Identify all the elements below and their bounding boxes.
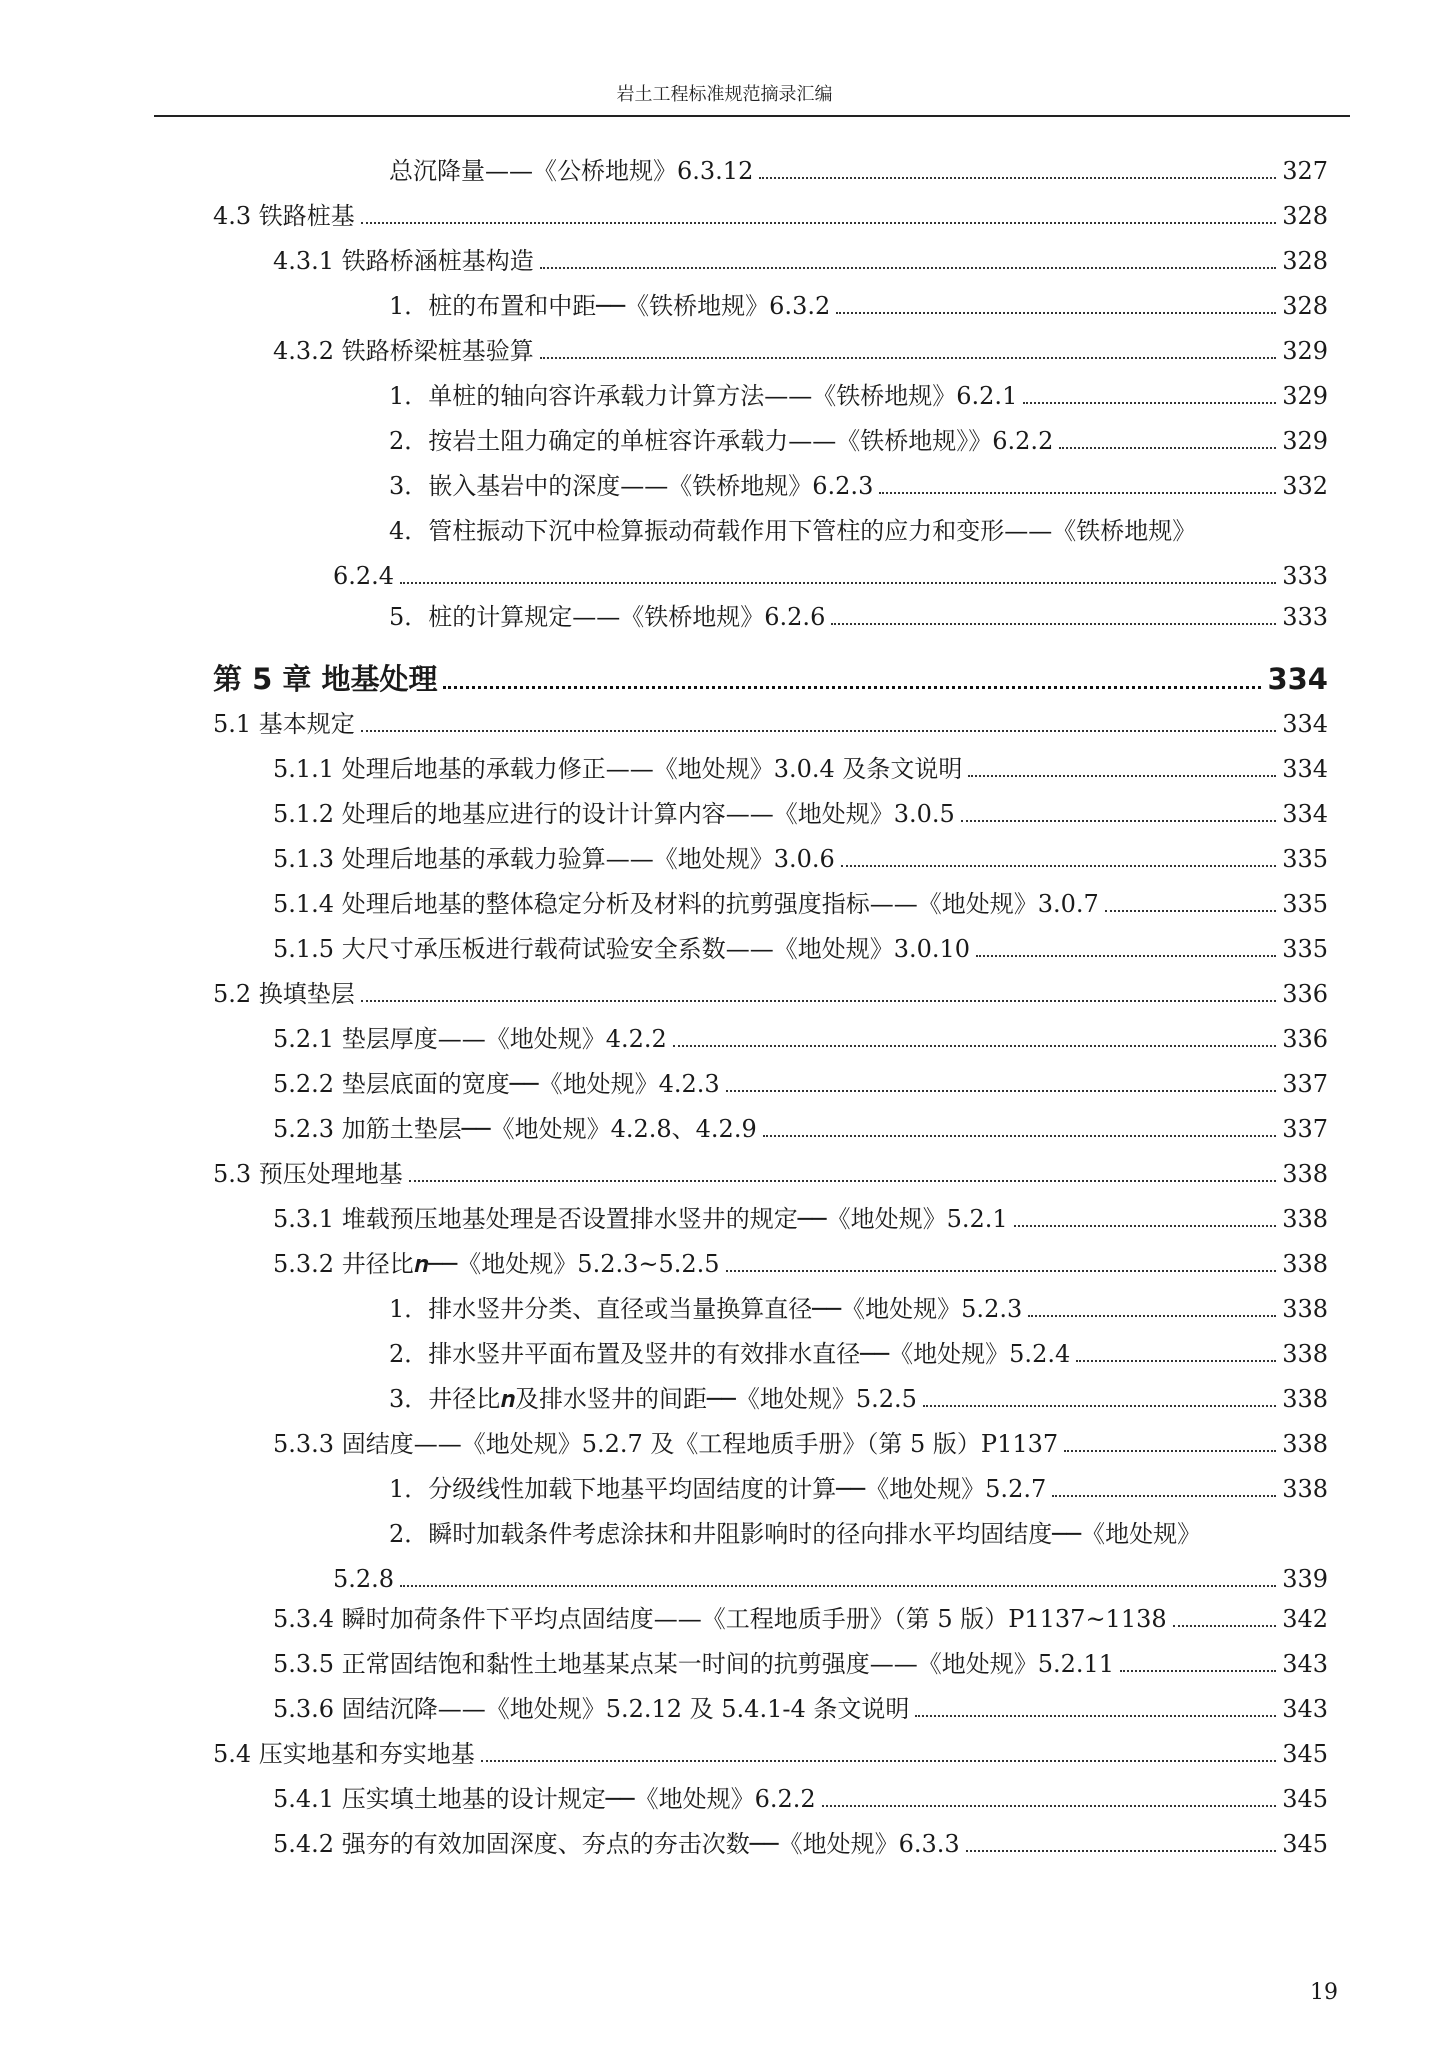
toc-entry-text: 5.2 换填垫层 [213,980,355,1008]
toc-entry-text: 4.3 铁路桩基 [213,202,355,230]
dot-leader [836,312,1276,314]
toc-entry[interactable] [389,1382,1328,1416]
toc-entry[interactable] [273,752,1328,786]
dot-leader [540,357,1276,359]
dot-leader [915,1715,1276,1717]
dot-leader [1052,1495,1276,1497]
toc-entry[interactable] [389,514,1328,548]
toc-entry-page: 329 [1282,427,1328,455]
toc-entry-page: 338 [1282,1385,1328,1413]
toc-entry-text: 5.1.2 处理后的地基应进行的设计计算内容——《地处规》3.0.5 [273,800,955,828]
toc-entry-page: 334 [1282,755,1328,783]
page-number: 19 [1310,1980,1338,2005]
toc-entry-page: 334 [1282,710,1328,738]
dot-leader [841,865,1276,867]
dot-leader [400,582,1276,584]
toc-entry[interactable] [273,887,1328,921]
toc-entry-text: 5.1.4 处理后地基的整体稳定分析及材料的抗剪强度指标——《地处规》3.0.7 [273,890,1099,918]
toc-entry[interactable] [273,842,1328,876]
dot-leader [361,222,1276,224]
dot-leader [822,1805,1277,1807]
toc-entry-page: 327 [1282,157,1328,185]
toc-entry-page: 329 [1282,337,1328,365]
toc-entry-page: 338 [1282,1250,1328,1278]
dot-leader [400,1585,1276,1587]
toc-entry-text: 4.3.1 铁路桥涵桩基构造 [273,247,534,275]
toc-entry-text: 6.2.4 [333,562,395,590]
dot-leader [540,267,1276,269]
toc-entry-page: 338 [1282,1475,1328,1503]
dot-leader [1014,1225,1277,1227]
toc-entry[interactable] [273,1427,1328,1461]
dot-leader [1059,447,1276,449]
toc-entry-text: 1．单桩的轴向容许承载力计算方法——《铁桥地规》6.2.1 [389,382,1018,410]
toc-entry-text: 5.1.1 处理后地基的承载力修正——《地处规》3.0.4 及条文说明 [273,755,963,783]
toc-entry-text: 5.3.4 瞬时加荷条件下平均点固结度——《工程地质手册》（第 5 版）P1137~1138 [273,1605,1167,1633]
dot-leader [879,492,1276,494]
toc-entry-text: 第 5 章 地基处理 [213,662,438,696]
dot-leader [976,955,1276,957]
toc-entry-page: 336 [1282,980,1328,1008]
toc-entry[interactable] [273,1692,1328,1726]
toc-entry-page: 334 [1282,800,1328,828]
toc-entry-text: 5.3.5 正常固结饱和黏性土地基某点某一时间的抗剪强度——《地处规》5.2.11 [273,1650,1115,1678]
toc-entry[interactable] [213,977,1328,1011]
toc-entry-text: 1．分级线性加载下地基平均固结度的计算──《地处规》5.2.7 [389,1475,1047,1503]
toc-entry-text: 5.4.2 强夯的有效加固深度、夯点的夯击次数──《地处规》6.3.3 [273,1830,960,1858]
toc-chapter-entry[interactable] [213,662,1328,697]
dot-leader [968,775,1276,777]
toc-entry-page: 332 [1282,472,1328,500]
toc-entry[interactable] [273,1827,1328,1861]
toc-entry-page: 342 [1282,1605,1328,1633]
toc-entry-text: 5.4 压实地基和夯实地基 [213,1740,475,1768]
toc-entry-text: 5.2.2 垫层底面的宽度──《地处规》4.2.3 [273,1070,720,1098]
toc-entry-page: 345 [1282,1785,1328,1813]
toc-entry-text: 总沉降量——《公桥地规》6.3.12 [389,157,754,185]
toc-entry-page: 336 [1282,1025,1328,1053]
toc-entry-text: 5.3.3 固结度——《地处规》5.2.7 及《工程地质手册》（第 5 版）P1137 [273,1430,1059,1458]
toc-entry-page: 335 [1282,845,1328,873]
dot-leader [1028,1315,1276,1317]
dot-leader [409,1180,1276,1182]
toc-entry-text: 5.3 预压处理地基 [213,1160,403,1188]
toc-entry-page: 338 [1282,1160,1328,1188]
toc-entry-text: 5．桩的计算规定——《铁桥地规》6.2.6 [389,603,826,631]
toc-entry-page: 328 [1282,292,1328,320]
toc-entry[interactable] [389,1292,1328,1326]
dot-leader [759,177,1276,179]
toc-entry[interactable] [273,1022,1328,1056]
toc-entry[interactable] [213,1157,1328,1191]
toc-entry[interactable] [273,1067,1328,1101]
toc-entry-page: 328 [1282,247,1328,275]
dot-leader [831,623,1276,625]
dot-leader [361,1000,1276,1002]
toc-entry[interactable] [273,1782,1328,1816]
toc-entry[interactable] [389,154,1328,188]
toc-entry[interactable] [273,334,1328,368]
toc-entry-text: 5.3.2 井径比𝒏──《地处规》5.2.3~5.2.5 [273,1250,720,1278]
toc-entry-text: 1．桩的布置和中距──《铁桥地规》6.3.2 [389,292,831,320]
toc-entry-text: 5.2.8 [333,1565,395,1593]
toc-entry[interactable] [213,707,1328,741]
toc-entry[interactable] [273,1647,1328,1681]
toc-entry-page: 338 [1282,1205,1328,1233]
toc-entry-page: 329 [1282,382,1328,410]
toc-entry-text: 4.3.2 铁路桥梁桩基验算 [273,337,534,365]
dot-leader [1120,1670,1276,1672]
toc-entry[interactable] [389,1472,1328,1506]
toc-entry[interactable] [389,289,1328,323]
toc-entry-page: 345 [1282,1830,1328,1858]
toc-entry[interactable] [333,559,1328,593]
toc-entry-text: 3．井径比𝒏及排水竖井的间距──《地处规》5.2.5 [389,1385,917,1413]
toc-entry[interactable] [273,1112,1328,1146]
toc-entry[interactable] [273,1602,1328,1636]
dot-leader [443,686,1261,689]
toc-entry[interactable] [213,1737,1328,1771]
dot-leader [966,1850,1277,1852]
header-rule [154,115,1350,117]
toc-entry[interactable] [389,424,1328,458]
dot-leader [673,1045,1276,1047]
toc-entry-text: 3．嵌入基岩中的深度——《铁桥地规》6.2.3 [389,472,874,500]
dot-leader [361,730,1276,732]
toc-entry-page: 334 [1267,662,1328,696]
toc-entry[interactable] [273,932,1328,966]
dot-leader [1023,402,1276,404]
toc-entry-page: 335 [1282,890,1328,918]
toc-entry-text: 2．按岩土阻力确定的单桩容许承载力——《铁桥地规》》6.2.2 [389,427,1054,455]
toc-entry-page: 339 [1282,1565,1328,1593]
toc-entry[interactable] [389,469,1328,503]
toc-entry[interactable] [273,244,1328,278]
dot-leader [726,1270,1277,1272]
toc-entry-text: 5.3.1 堆载预压地基处理是否设置排水竖井的规定──《地处规》5.2.1 [273,1205,1008,1233]
dot-leader [1064,1450,1276,1452]
dot-leader [481,1760,1276,1762]
toc-entry[interactable] [273,797,1328,831]
toc-entry-text: 1．排水竖井分类、直径或当量换算直径──《地处规》5.2.3 [389,1295,1023,1323]
toc-entry-page: 328 [1282,202,1328,230]
toc-entry-text: 5.3.6 固结沉降——《地处规》5.2.12 及 5.4.1-4 条文说明 [273,1695,910,1723]
running-header: 岩土工程标准规范摘录汇编 [616,84,833,105]
toc-entry-text: 5.1 基本规定 [213,710,355,738]
toc-entry[interactable] [273,1202,1328,1236]
toc-entry-text: 4．管柱振动下沉中检算振动荷载作用下管柱的应力和变形——《铁桥地规》 [389,517,1197,545]
toc-entry-text: 5.2.3 加筋土垫层──《地处规》4.2.8、4.2.9 [273,1115,757,1143]
toc-entry-page: 345 [1282,1740,1328,1768]
toc-entry-text: 2．瞬时加载条件考虑涂抹和井阻影响时的径向排水平均固结度──《地处规》 [389,1520,1202,1548]
dot-leader [961,820,1276,822]
dot-leader [726,1090,1277,1092]
toc-entry-text: 5.1.3 处理后地基的承载力验算——《地处规》3.0.6 [273,845,835,873]
toc-entry-page: 335 [1282,935,1328,963]
dot-leader [1173,1625,1277,1627]
toc-entry[interactable] [333,1562,1328,1596]
toc-entry-text: 5.2.1 垫层厚度——《地处规》4.2.2 [273,1025,667,1053]
toc-entry[interactable] [389,1517,1328,1551]
toc-entry[interactable] [273,1247,1328,1281]
toc-entry[interactable] [389,379,1328,413]
toc-entry-page: 337 [1282,1070,1328,1098]
toc-entry-page: 333 [1282,603,1328,631]
toc-entry[interactable] [389,600,1328,634]
toc-entry-page: 338 [1282,1295,1328,1323]
toc-entry-page: 338 [1282,1340,1328,1368]
dot-leader [763,1135,1276,1137]
dot-leader [1076,1360,1276,1362]
toc-entry-page: 338 [1282,1430,1328,1458]
toc-entry[interactable] [389,1337,1328,1371]
toc-entry-page: 333 [1282,562,1328,590]
dot-leader [1105,910,1276,912]
toc-entry-text: 5.1.5 大尺寸承压板进行载荷试验安全系数——《地处规》3.0.10 [273,935,971,963]
toc-entry-page: 343 [1282,1695,1328,1723]
toc-entry-page: 337 [1282,1115,1328,1143]
toc-entry-text: 2．排水竖井平面布置及竖井的有效排水直径──《地处规》5.2.4 [389,1340,1071,1368]
dot-leader [923,1405,1276,1407]
toc-entry-page: 343 [1282,1650,1328,1678]
toc-entry-text: 5.4.1 压实填土地基的设计规定──《地处规》6.2.2 [273,1785,816,1813]
toc-entry[interactable] [213,199,1328,233]
